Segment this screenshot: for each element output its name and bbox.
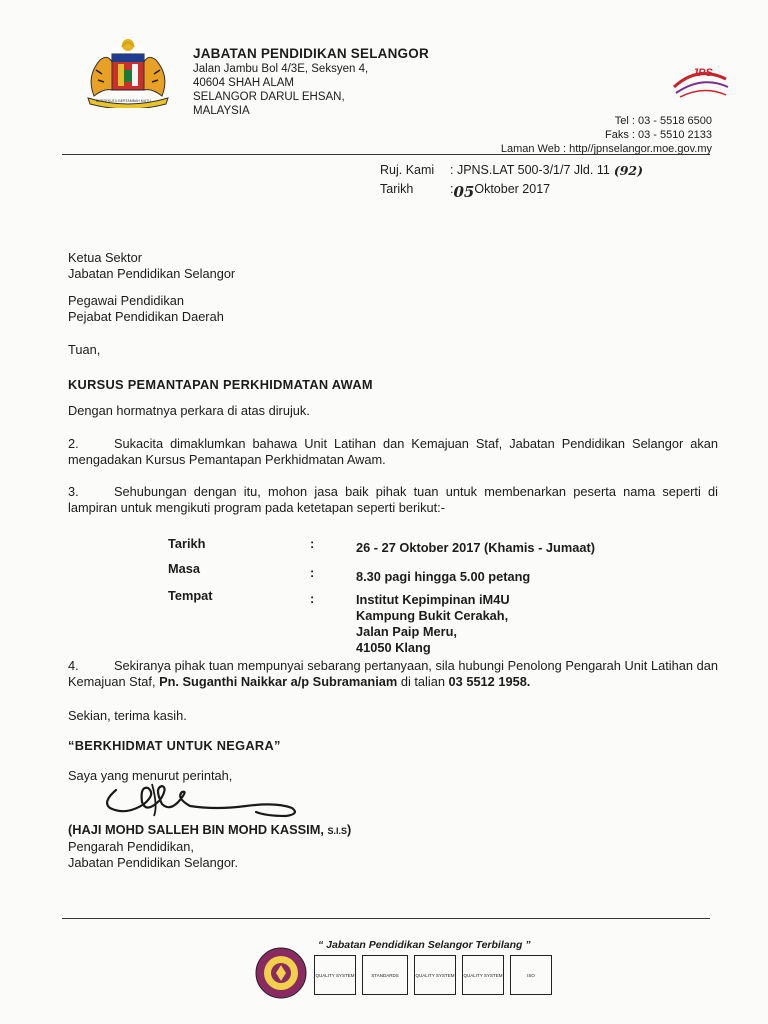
opening-line: Dengan hormatnya perkara di atas dirujuk. bbox=[68, 403, 310, 418]
ruj-handwritten: (92) bbox=[613, 163, 644, 178]
ruj-value: : JPNS.LAT 500-3/1/7 Jld. 11 bbox=[450, 163, 610, 177]
signatory-name-line bbox=[68, 822, 718, 839]
tarikh-colon: : bbox=[450, 182, 454, 196]
cert-text: QUALITY SYSTEM bbox=[415, 972, 455, 978]
motto: “BERKHIDMAT UNTUK NEGARA” bbox=[68, 738, 281, 753]
cert-text: QUALITY SYSTEM bbox=[463, 972, 503, 978]
signatory-dept: Jabatan Pendidikan Selangor. bbox=[68, 855, 239, 870]
tel: Tel : 03 - 5518 6500 bbox=[614, 115, 712, 127]
closing: Sekian, terima kasih. bbox=[68, 708, 187, 723]
crest-motto: BERSEKUTU BERTAMBAH MUTU bbox=[96, 99, 151, 103]
recipient-line: Pejabat Pendidikan Daerah bbox=[68, 309, 224, 324]
website: Laman Web : http//jpnselangor.moe.gov.my bbox=[500, 143, 712, 155]
cert-mark bbox=[414, 955, 456, 995]
venue-line: 41050 Klang bbox=[356, 640, 431, 655]
address-line: Jalan Jambu Bol 4/3E, Seksyen 4, bbox=[193, 63, 369, 75]
paragraph-text: di talian bbox=[400, 674, 445, 689]
subject: KURSUS PEMANTAPAN PERKHIDMATAN AWAM bbox=[68, 377, 373, 392]
recipient-line: Pegawai Pendidikan bbox=[68, 293, 184, 308]
tarikh-handwritten: 05 bbox=[453, 183, 475, 201]
detail-value-tempat bbox=[356, 592, 510, 656]
signatory-close-paren: ) bbox=[347, 822, 352, 837]
jps-seal-icon bbox=[254, 946, 308, 1000]
certification-marks bbox=[314, 955, 552, 995]
cert-mark bbox=[314, 955, 356, 995]
paragraph-text: Sekiranya pihak tuan mempunyai sebarang pertanyaan, sila hubungi Penolong Pengarah Unit Latihan dan Kemajuan Staf, bbox=[68, 658, 718, 689]
detail-value-tarikh: 26 - 27 Oktober 2017 (Khamis - Jumaat) bbox=[356, 540, 595, 555]
paragraph-number: 4. bbox=[68, 658, 79, 673]
venue-line: Jalan Paip Meru, bbox=[356, 624, 457, 639]
signatory-honour: S.I.S bbox=[327, 826, 348, 836]
detail-colon: : bbox=[310, 565, 315, 580]
paragraph-number: 2. bbox=[68, 436, 79, 451]
salutation: Tuan, bbox=[68, 342, 101, 357]
jps-logo-text: JPS bbox=[692, 67, 713, 79]
org-address bbox=[193, 62, 368, 118]
ruj-label: Ruj. Kami bbox=[380, 163, 435, 177]
footer-divider bbox=[62, 918, 710, 919]
venue-line: Kampung Bukit Cerakah, bbox=[356, 608, 509, 623]
jps-logo bbox=[668, 57, 732, 105]
venue-line: Institut Kepimpinan iM4U bbox=[356, 592, 510, 607]
address-line: 40604 SHAH ALAM bbox=[193, 77, 295, 89]
org-name: JABATAN PENDIDIKAN SELANGOR bbox=[193, 46, 429, 61]
contact-block bbox=[501, 114, 712, 156]
signatory-name: (HAJI MOHD SALLEH BIN MOHD KASSIM, bbox=[68, 822, 324, 837]
contact-phone: 03 5512 1958. bbox=[448, 674, 531, 689]
detail-colon: : bbox=[310, 591, 315, 606]
paragraph-number: 3. bbox=[68, 484, 79, 499]
recipient-1 bbox=[68, 250, 718, 282]
faks: Faks : 03 - 5510 2133 bbox=[604, 129, 712, 141]
paragraph-text: Sukacita dimaklumkan bahawa Unit Latihan dan Kemajuan Staf, Jabatan Pendidikan Selangor akan mengadakan Kursus Pemantapan Perkhidmatan Awam. bbox=[68, 436, 718, 467]
order-line: Saya yang menurut perintah, bbox=[68, 768, 233, 783]
signatory-block bbox=[68, 822, 718, 871]
address-line: SELANGOR DARUL EHSAN, bbox=[193, 91, 345, 103]
paragraph-3 bbox=[68, 484, 718, 516]
detail-label-tarikh: Tarikh bbox=[168, 536, 206, 551]
tarikh-value: Oktober 2017 bbox=[474, 182, 551, 196]
signatory-title: Pengarah Pendidikan, bbox=[68, 839, 194, 854]
detail-label-masa: Masa bbox=[168, 561, 201, 576]
cert-mark bbox=[362, 955, 408, 995]
cert-text: STANDARDS bbox=[371, 972, 399, 978]
jps-logo-icon bbox=[668, 57, 732, 105]
cert-text: ISO bbox=[527, 972, 535, 978]
signature-icon bbox=[96, 776, 306, 824]
cert-text: QUALITY SYSTEM bbox=[315, 972, 355, 978]
recipient-2 bbox=[68, 293, 718, 325]
footer-motto: “ Jabatan Pendidikan Selangor Terbilang ” bbox=[318, 939, 531, 951]
paragraph-text: Sehubungan dengan itu, mohon jasa baik pihak tuan untuk membenarkan peserta nama seperti di lampiran untuk mengikuti program pada ketetapan seperti berikut:- bbox=[68, 484, 718, 515]
detail-colon: : bbox=[310, 536, 315, 551]
cert-mark bbox=[510, 955, 552, 995]
detail-value-masa: 8.30 pagi hingga 5.00 petang bbox=[356, 569, 531, 584]
recipient-line: Ketua Sektor bbox=[68, 250, 142, 265]
paragraph-2 bbox=[68, 436, 718, 468]
reference-block bbox=[380, 161, 643, 202]
cert-mark bbox=[462, 955, 504, 995]
contact-person: Pn. Suganthi Naikkar a/p Subramaniam bbox=[159, 674, 398, 689]
paragraph-4 bbox=[68, 658, 718, 690]
tarikh-label: Tarikh bbox=[380, 182, 414, 196]
details-block bbox=[0, 536, 768, 656]
header-divider bbox=[62, 154, 710, 155]
detail-label-tempat: Tempat bbox=[168, 588, 213, 603]
address-line: MALAYSIA bbox=[193, 105, 250, 117]
recipient-line: Jabatan Pendidikan Selangor bbox=[68, 266, 236, 281]
malaysia-coat-of-arms-icon bbox=[78, 36, 178, 108]
